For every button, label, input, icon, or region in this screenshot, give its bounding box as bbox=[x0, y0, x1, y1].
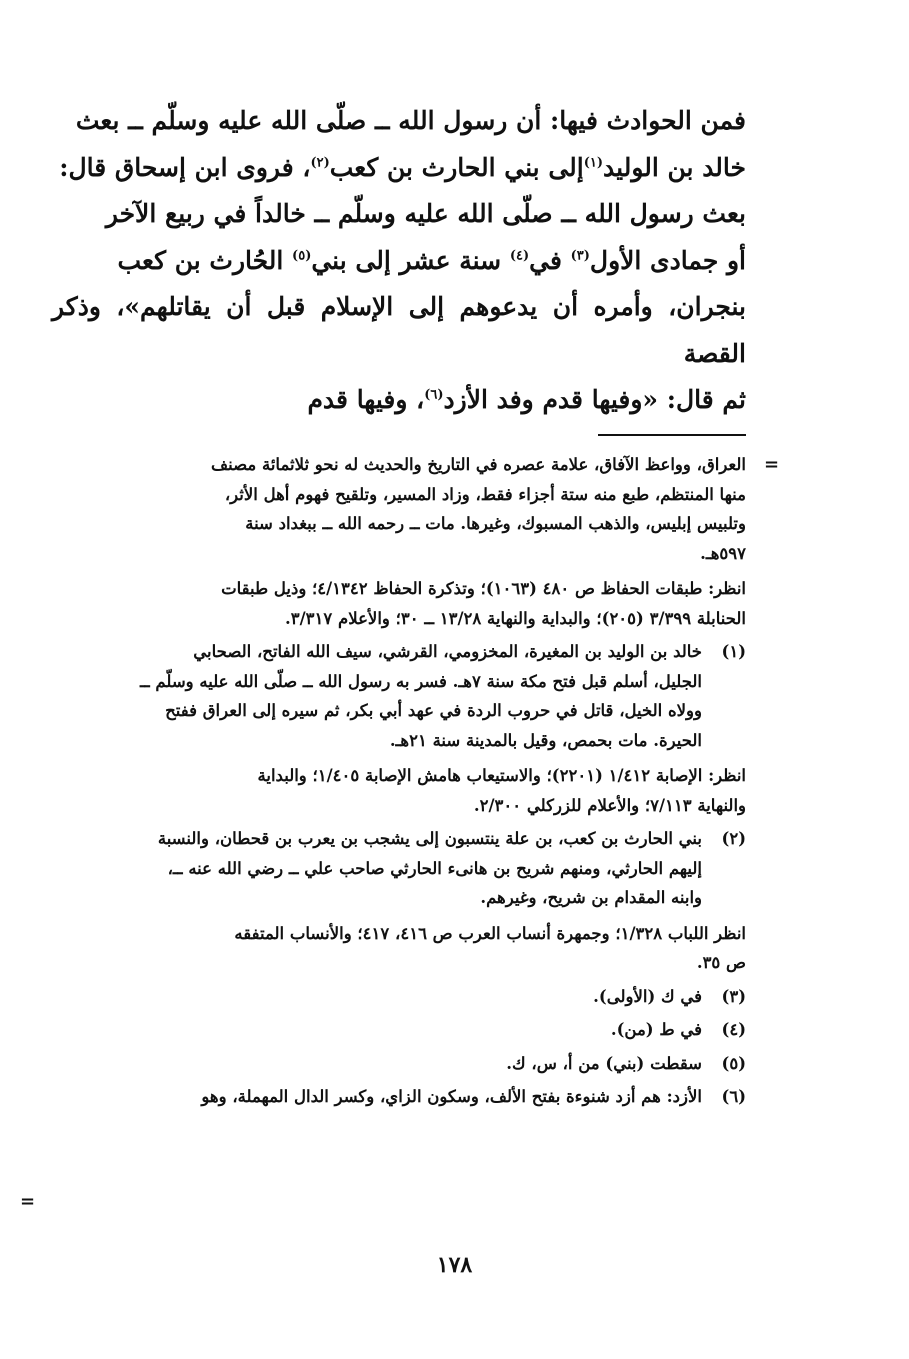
footnote-ref[interactable]: (٥) bbox=[292, 248, 312, 264]
text-run: بنجران، وأمره أن يدعوهم إلى الإسلام قبل أن يقاتلهم»، وذكر القصة bbox=[52, 292, 746, 368]
main-text bbox=[52, 98, 746, 424]
footnote-ref[interactable]: (٢) bbox=[310, 155, 330, 171]
footnote-line: في ط (من). bbox=[610, 1020, 702, 1039]
footnote-number: (٥) bbox=[721, 1053, 746, 1073]
footnote-4 bbox=[52, 1015, 746, 1045]
text-run: أو جمادى الأول bbox=[589, 245, 746, 275]
footnote-number: (٢) bbox=[721, 829, 746, 848]
footnote-ref[interactable]: (٣) bbox=[570, 248, 590, 264]
footnote-6 bbox=[52, 1082, 746, 1112]
footnote-line: العراق، وواعظ الآفاق، علامة عصره في التاريخ والحديث له نحو ثلاثمائة مصنف bbox=[211, 455, 746, 474]
text-run: الحُارث بن كعب bbox=[117, 245, 293, 275]
footnote-2 bbox=[52, 824, 746, 913]
footnote-ref[interactable]: (٤) bbox=[509, 248, 530, 264]
footnotes bbox=[52, 450, 746, 1112]
footnote-line: انظر: طبقات الحفاظ ص ٤٨٠ (١٠٦٣)؛ وتذكرة الحفاظ ٤/١٣٤٢؛ وذيل طبقات bbox=[221, 579, 746, 598]
text-run: بعث رسول الله ــ صلّى الله عليه وسلّم ــ خالداً في ربيع الآخر bbox=[105, 199, 746, 228]
footnote-number: (٤) bbox=[721, 1020, 746, 1039]
footnote-line: الجليل، أسلم قبل فتح مكة سنة ٧هـ. فسر به رسول الله ــ صلّى الله عليه وسلّم ــ bbox=[140, 671, 702, 691]
footnote-1 bbox=[52, 637, 746, 755]
main-line bbox=[52, 238, 746, 285]
footnote-body bbox=[52, 637, 702, 755]
text-run: فمن الحوادث فيها: أن رسول الله ــ صلّى الله عليه وسلّم ــ بعث bbox=[75, 106, 746, 135]
footnote-line: وابنه المقدام بن شريح، وغيرهم. bbox=[480, 888, 702, 907]
footnote-line: انظر: الإصابة ١/٤١٢ (٢٢٠١)؛ والاستيعاب هامش الإصابة ١/٤٠٥؛ والبداية bbox=[257, 766, 746, 785]
footnote-ref[interactable]: (١) bbox=[583, 155, 604, 171]
footnote-line: الحنابلة ٣/٣٩٩ (٢٠٥)؛ والبداية والنهاية ١٣/٢٨ ــ ٣٠؛ والأعلام ٣/٣١٧. bbox=[285, 608, 746, 628]
text-run: في bbox=[529, 245, 571, 275]
main-line bbox=[52, 145, 746, 192]
footnote-body bbox=[52, 824, 702, 913]
footnote-line: الأزد: هم أزد شنوءة بفتح الألف، وسكون الزاي، وكسر الدال المهملة، وهو bbox=[201, 1087, 702, 1106]
footnote-separator bbox=[598, 434, 746, 436]
footnote-ref[interactable]: (٦) bbox=[424, 387, 444, 403]
footnote-line: والنهاية ٧/١١٣؛ والأعلام للزركلي ٢/٣٠٠. bbox=[473, 795, 746, 815]
main-line bbox=[52, 377, 746, 424]
footnote-line: سقطت (بني) من أ، س، ك. bbox=[506, 1053, 702, 1073]
text-run: ، فروى ابن إسحاق قال: bbox=[59, 152, 311, 182]
footnote-3 bbox=[52, 982, 746, 1012]
footnote-line: خالد بن الوليد بن المغيرة، المخزومي، القرشي، سيف الله الفاتح، الصحابي bbox=[193, 642, 702, 661]
footnote-line: إليهم الحارثي، ومنهم شريح بن هانىء الحارثي صاحب علي ــ رضي الله عنه ــ، bbox=[167, 858, 702, 878]
text-run: ، وفيها قدم bbox=[307, 385, 425, 414]
footnote-line: انظر اللباب ١/٣٢٨؛ وجمهرة أنساب العرب ص ٤١٦، ٤١٧؛ والأنساب المتفقه bbox=[234, 923, 746, 943]
footnote-line: منها المنتظم، طبع منه ستة أجزاء فقط، وزاد المسير، وتلقيح فهوم أهل الأثر، bbox=[224, 484, 746, 504]
continuation-mark: = bbox=[764, 454, 780, 475]
footnote-line: الحيرة. مات بحمص، وقيل بالمدينة سنة ٢١هـ. bbox=[389, 730, 702, 750]
footnote-number: (١) bbox=[721, 642, 746, 661]
text-run: خالد بن الوليد bbox=[603, 152, 746, 182]
footnote-5 bbox=[52, 1049, 746, 1079]
footnote-line: ٥٩٧هـ. bbox=[700, 543, 746, 563]
main-line bbox=[52, 284, 746, 377]
footnote-line: في ك (الأولى). bbox=[593, 986, 702, 1006]
footnote-line: وولاه الخيل، قاتل في حروب الردة في عهد أبي بكر، ثم سيره إلى العراق ففتح bbox=[165, 701, 702, 720]
footnote-line: بني الحارث بن كعب، بن علة ينتسبون إلى يشجب بن يعرب بن قحطان، والنسبة bbox=[157, 829, 702, 848]
text-run: إلى بني الحارث بن كعب bbox=[329, 152, 584, 182]
text-run: ثم قال: «وفيها قدم وفد الأزد bbox=[443, 385, 746, 414]
text-run: سنة عشر إلى بني bbox=[311, 245, 510, 275]
footnote-number: (٦) bbox=[721, 1087, 746, 1106]
footnote-line: وتلبيس إبليس، والذهب المسبوك، وغيرها. مات ــ رحمه الله ــ ببغداد سنة bbox=[245, 514, 746, 533]
footnote-line: ص ٣٥. bbox=[696, 953, 746, 972]
footnote-continued bbox=[52, 450, 746, 633]
main-line bbox=[52, 191, 746, 238]
continuation-mark: = bbox=[20, 1191, 36, 1212]
footnote-number: (٣) bbox=[721, 986, 746, 1006]
page-number: ١٧٨ bbox=[436, 1252, 473, 1278]
main-line bbox=[52, 98, 746, 145]
